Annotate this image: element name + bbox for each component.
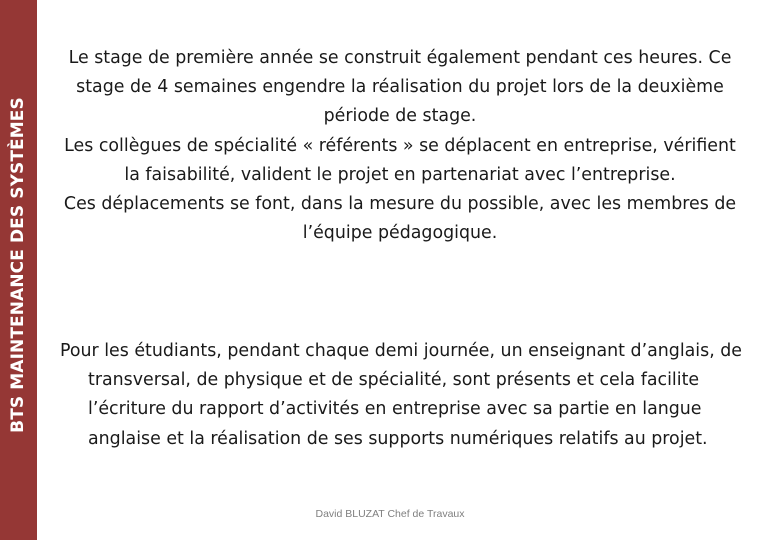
- centered-text-block: [55, 44, 745, 248]
- paragraph-deplacements: Ces déplacements se font, dans la mesure du possible, avec les membres de l’équipe pédagogique.: [63, 194, 737, 244]
- side-title: BTS MAINTENANCE DES SYSTÈMES: [8, 97, 28, 433]
- side-band: [0, 0, 37, 540]
- footer-author: David BLUZAT Chef de Travaux: [315, 508, 465, 520]
- paragraph-stage: Le stage de première année se construit également pendant ces heures. Ce stage de 4 semaines engendre la réalisation du projet lors de la deuxième période de stage.: [68, 48, 732, 127]
- paragraph-etudiants: Pour les étudiants, pendant chaque demi journée, un enseignant d’anglais, de transversal, de physique et de spécialité, sont présents et cela facilite l’écriture du rapport d’activités en entreprise avec sa partie en langue anglaise et la réalisation de ses supports numériques relatifs au projet.: [60, 341, 742, 449]
- left-text-block: [60, 337, 750, 454]
- paragraph-referents: Les collègues de spécialité « référents » se déplacent en entreprise, vérifient la faisabilité, valident le projet en partenariat avec l’entreprise.: [64, 135, 736, 185]
